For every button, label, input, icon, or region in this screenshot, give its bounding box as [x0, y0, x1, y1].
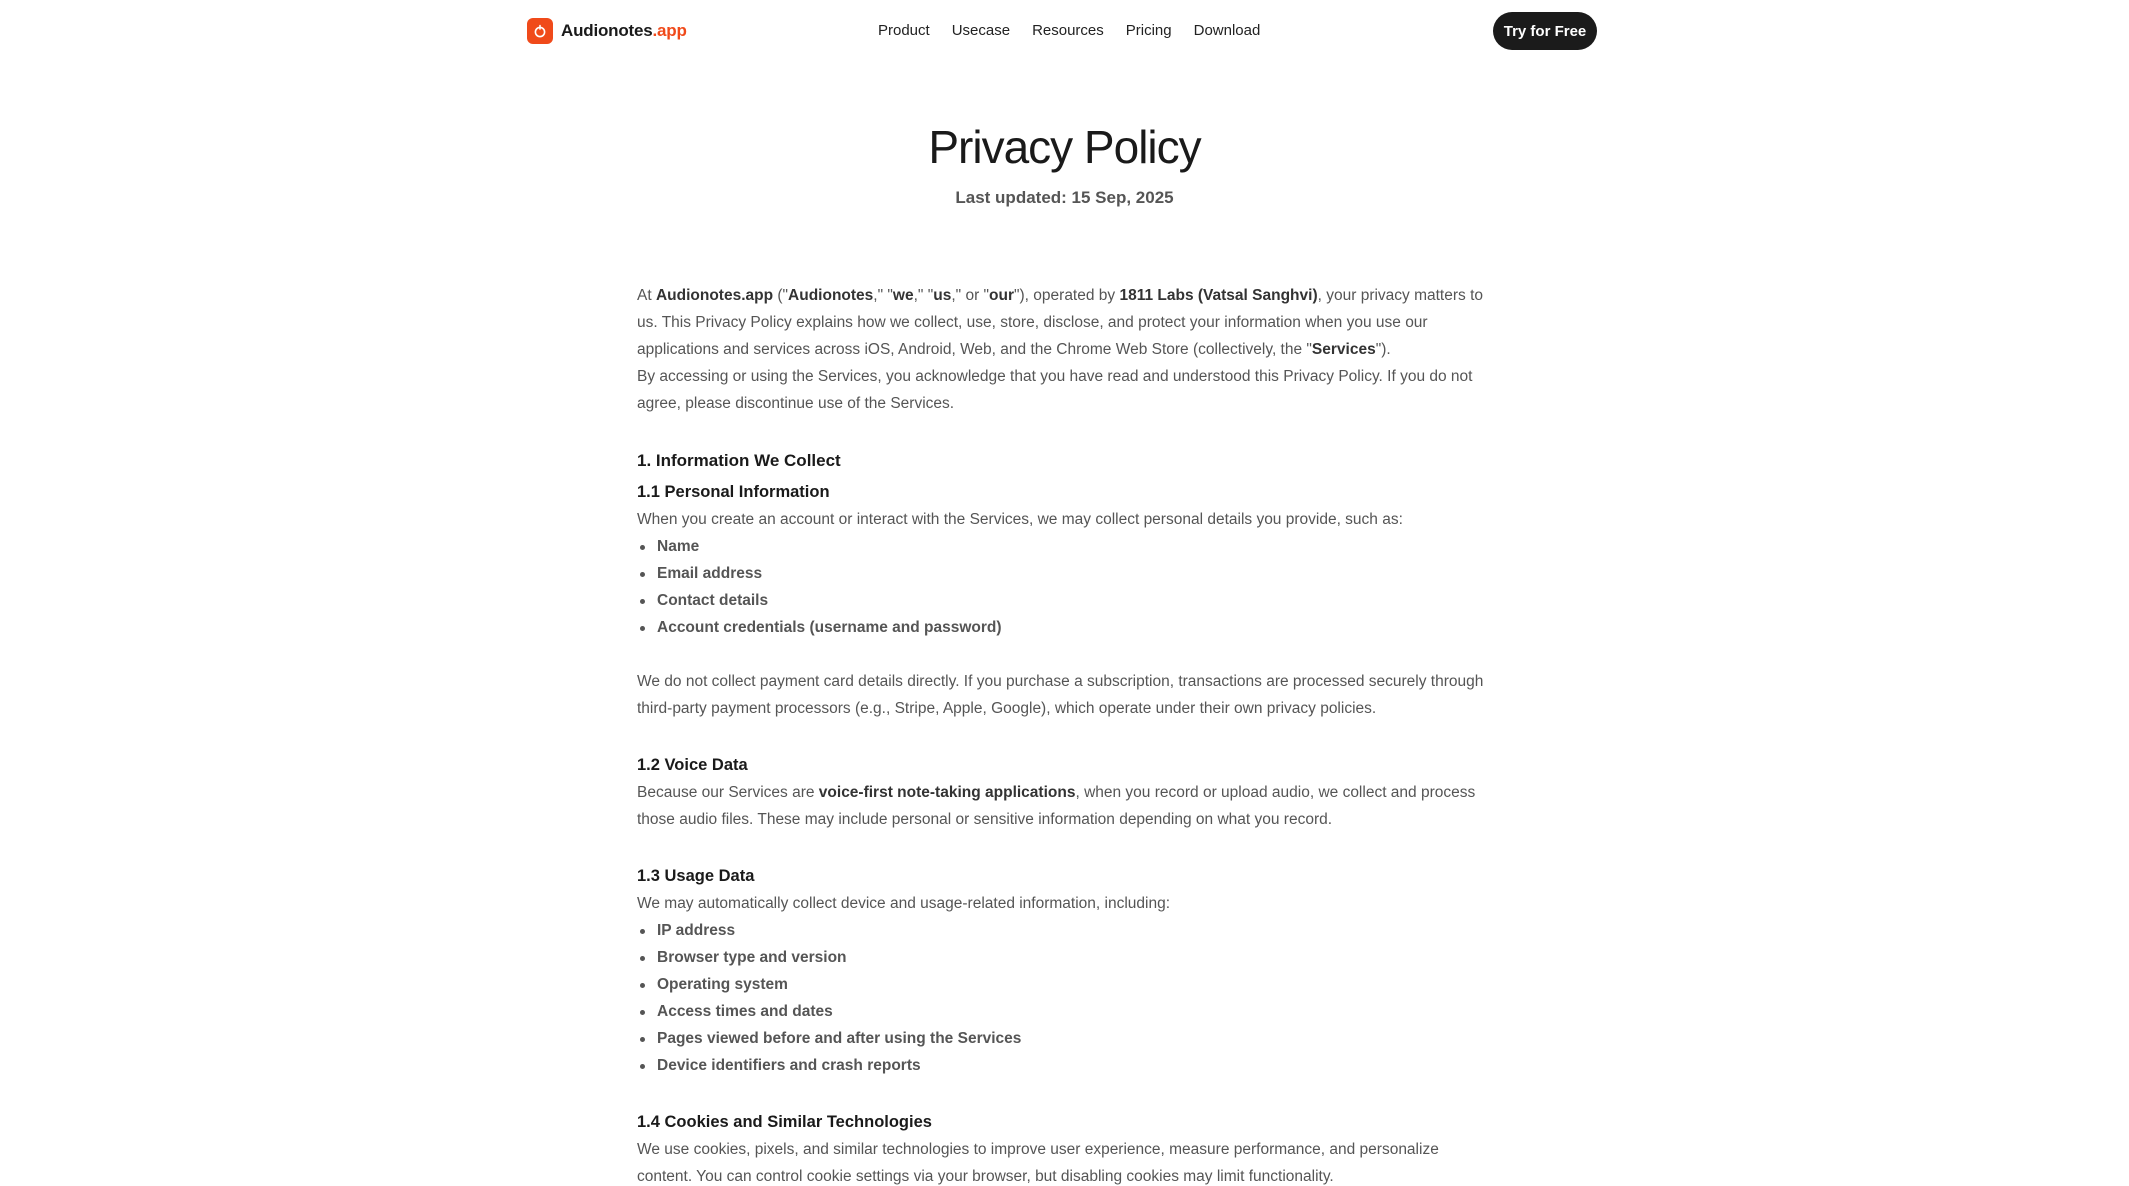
list-item: Device identifiers and crash reports: [637, 1052, 1497, 1079]
audionotes-logo-icon: [527, 18, 553, 44]
policy-content: [637, 282, 1497, 1186]
subsection-heading-1-3: 1.3 Usage Data: [637, 867, 755, 885]
list-item: Email address: [637, 560, 1497, 587]
voice-data-paragraph: Because our Services are voice-first note-taking applications, when you record or upload audio, we collect and process those audio files. These may include personal or sensitive information depending on what you record.: [637, 784, 1476, 828]
list-item: Contact details: [637, 587, 1497, 614]
subsection-heading-1-2: 1.2 Voice Data: [637, 756, 748, 774]
try-for-free-button[interactable]: Try for Free: [1493, 12, 1597, 50]
subsection-heading-1-1: 1.1 Personal Information: [637, 483, 830, 501]
list-item: Browser type and version: [637, 944, 1497, 971]
cookies-paragraph: We use cookies, pixels, and similar technologies to improve user experience, measure performance, and personalize content. You can control cookie settings via your browser, but disabling cookies may limit functionality.: [637, 1141, 1439, 1185]
personal-info-list: [637, 533, 1497, 641]
site-header: [0, 0, 2129, 62]
nav-product[interactable]: Product: [878, 22, 930, 39]
usage-data-lead: We may automatically collect device and usage-related information, including:: [637, 895, 1171, 912]
list-item: Account credentials (username and password): [637, 614, 1497, 641]
personal-info-lead: When you create an account or interact with the Services, we may collect personal details you provide, such as:: [637, 511, 1403, 528]
nav-download[interactable]: Download: [1193, 22, 1261, 39]
payment-note: We do not collect payment card details directly. If you purchase a subscription, transactions are processed securely through third-party payment processors (e.g., Stripe, Apple, Google), which operate under their own privacy policies.: [637, 673, 1484, 717]
last-updated: Last updated: 15 Sep, 2025: [955, 188, 1174, 207]
subsection-heading-1-4: 1.4 Cookies and Similar Technologies: [637, 1113, 932, 1131]
list-item: Pages viewed before and after using the Services: [637, 1025, 1497, 1052]
list-item: Access times and dates: [637, 998, 1497, 1025]
main-nav: [878, 22, 1260, 39]
list-item: Operating system: [637, 971, 1497, 998]
intro-paragraph: At Audionotes.app ("Audionotes," "we," "us," or "our"), operated by 1811 Labs (Vatsal Sanghvi), your privacy matters to us. This Privacy Policy explains how we collect, use, store, disclose, and protect your information when you use our applications and services across iOS, Android, Web, and the Chrome Web Store (collectively, the "Services").: [637, 287, 1484, 358]
usage-data-list: [637, 917, 1497, 1079]
intro-acknowledge-paragraph: By accessing or using the Services, you acknowledge that you have read and understood this Privacy Policy. If you do not agree, please discontinue use of the Services.: [637, 368, 1473, 412]
list-item: IP address: [637, 917, 1497, 944]
page-title: Privacy Policy: [928, 121, 1201, 173]
brand-name: Audionotes.app: [561, 21, 687, 40]
section-heading-1: 1. Information We Collect: [637, 451, 841, 470]
list-item: Name: [637, 533, 1497, 560]
logo[interactable]: [527, 18, 687, 44]
nav-pricing[interactable]: Pricing: [1125, 22, 1172, 39]
nav-usecase[interactable]: Usecase: [951, 22, 1011, 39]
nav-resources[interactable]: Resources: [1032, 22, 1104, 39]
